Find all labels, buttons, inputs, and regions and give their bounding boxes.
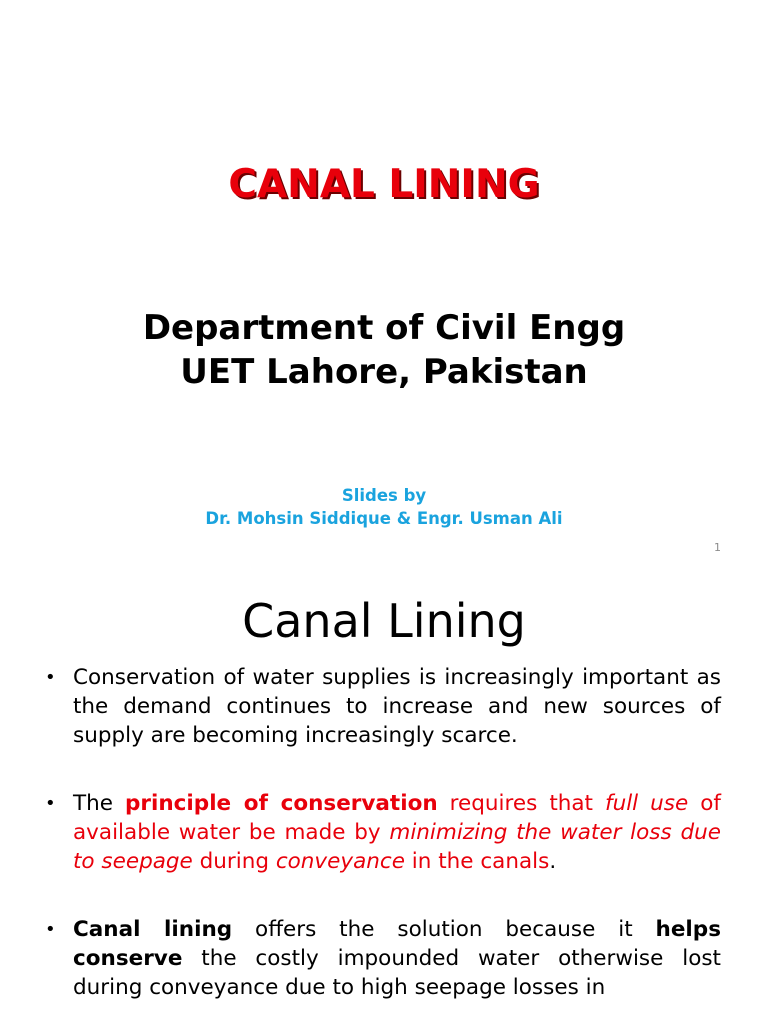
bullet-dot-icon: • bbox=[45, 793, 56, 814]
subtitle-line-1: Department of Civil Engg bbox=[142, 308, 626, 348]
credits-line-1: Slides by bbox=[341, 486, 427, 505]
subtitle-line-2: UET Lahore, Pakistan bbox=[180, 352, 588, 392]
emphasis-run: full use bbox=[605, 791, 689, 816]
bullet-text: Conservation of water supplies is increasingly important as the demand continues to increase and new sources of supply are becoming increasingly scarce. bbox=[73, 665, 721, 748]
text-run: in the canals bbox=[404, 849, 550, 874]
bullet-dot-icon: • bbox=[45, 919, 56, 940]
emphasis-run: helps conserve bbox=[73, 917, 721, 971]
text-run: offers the solution because it bbox=[232, 917, 656, 942]
text-run: of available water be made by bbox=[73, 791, 721, 845]
bullet-item bbox=[45, 789, 721, 876]
bullet-text bbox=[73, 791, 721, 874]
text-run: the costly impounded water otherwise lost during conveyance due to high seepage losses in bbox=[73, 946, 721, 1000]
credits-line-2: Dr. Mohsin Siddique & Engr. Usman Ali bbox=[205, 509, 563, 528]
emphasis-run: minimizing the water loss due to seepage bbox=[73, 820, 721, 874]
bullet-dot-icon: • bbox=[45, 667, 56, 688]
slide-number: 1 bbox=[714, 541, 721, 554]
text-run: during bbox=[192, 849, 276, 874]
text-run: . bbox=[549, 849, 557, 874]
bullet-text bbox=[73, 917, 721, 1000]
emphasis-run: Canal lining bbox=[73, 917, 233, 942]
bullet-list bbox=[45, 663, 721, 1024]
content-slide-title: Canal Lining bbox=[242, 594, 526, 648]
slide-title: CANAL LINING bbox=[228, 162, 540, 207]
bullet-item bbox=[45, 915, 721, 1002]
department-subtitle bbox=[0, 306, 768, 394]
bullet-item bbox=[45, 663, 721, 750]
text-run: requires that bbox=[437, 791, 606, 816]
emphasis-run: principle of conservation bbox=[125, 791, 438, 816]
credits bbox=[0, 484, 768, 530]
emphasis-run: conveyance bbox=[275, 849, 405, 874]
content-slide bbox=[0, 568, 768, 1024]
text-run: The bbox=[73, 791, 126, 816]
